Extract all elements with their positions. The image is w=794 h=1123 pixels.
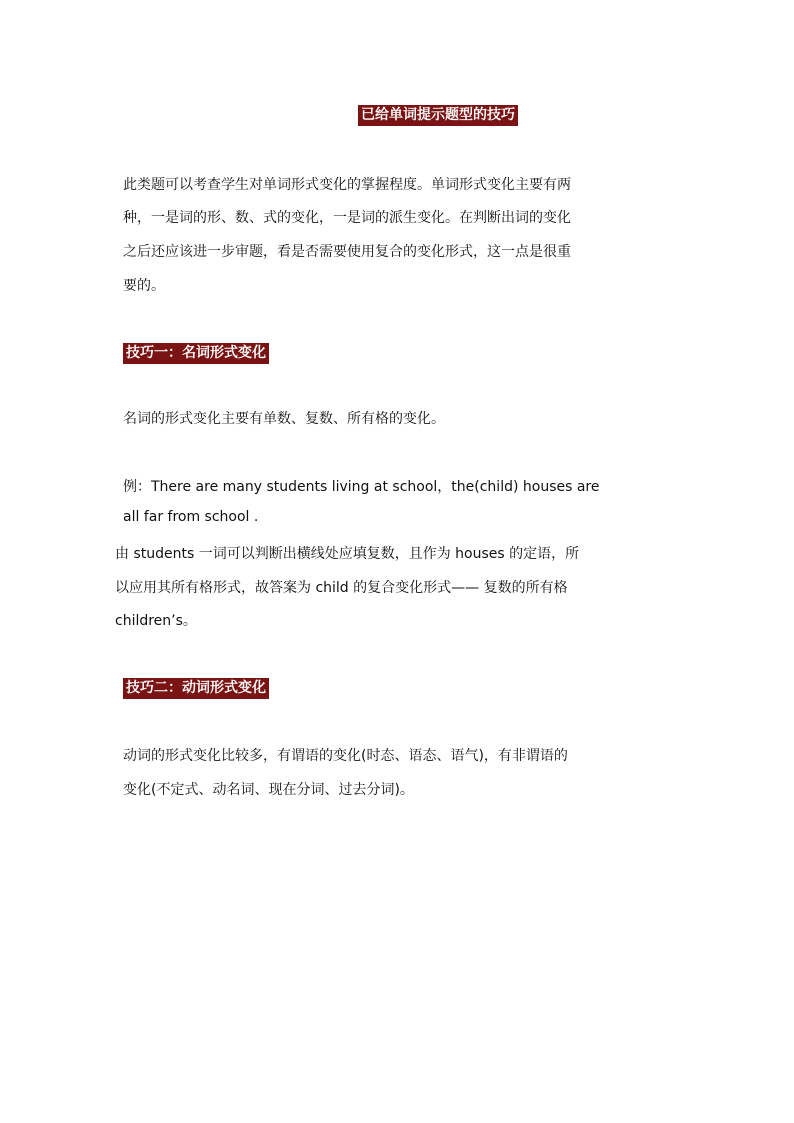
explanation-line: 以应用其所有格形式，故答案为 child 的复合变化形式—— 复数的所有格 [115,580,568,596]
section2-heading-container [123,677,269,699]
example-line: all far from school . [123,509,259,525]
intro-line: 之后还应该进一步审题，看是否需要使用复合的变化形式，这一点是很重 [123,244,571,260]
explanation-line: children’s。 [115,613,197,629]
section1-body-line: 名词的形式变化主要有单数、复数、所有格的变化。 [123,411,445,427]
section2-heading: 技巧二：动词形式变化 [123,678,269,699]
section2-body-line: 变化(不定式、动名词、现在分词、过去分词)。 [123,782,414,798]
section1-heading-container [123,342,269,364]
example-line: 例：There are many students living at school，the(child) houses are [123,479,600,495]
title-container [0,104,794,126]
document-title: 已给单词提示题型的技巧 [358,105,518,126]
explanation-line: 由 students 一词可以判断出横线处应填复数，且作为 houses 的定语，所 [115,546,580,562]
section2-body-line: 动词的形式变化比较多，有谓语的变化(时态、语态、语气)，有非谓语的 [123,748,568,764]
intro-line: 要的。 [123,278,165,294]
intro-line: 种，一是词的形、数、式的变化，一是词的派生变化。在判断出词的变化 [123,210,571,226]
intro-line: 此类题可以考查学生对单词形式变化的掌握程度。单词形式变化主要有两 [123,177,571,193]
section1-heading: 技巧一：名词形式变化 [123,343,269,364]
